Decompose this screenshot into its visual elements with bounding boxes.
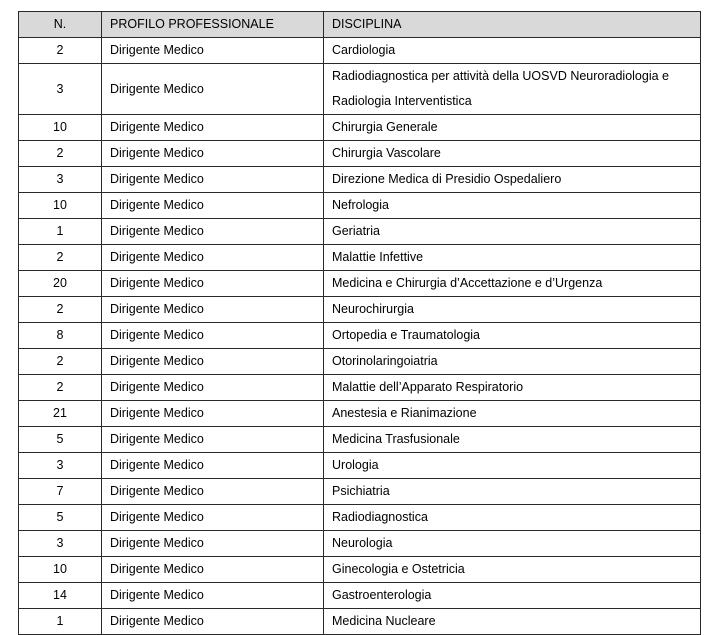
cell-profilo: Dirigente Medico (102, 167, 324, 193)
cell-profilo: Dirigente Medico (102, 219, 324, 245)
cell-profilo: Dirigente Medico (102, 141, 324, 167)
cell-disciplina: Geriatria (324, 219, 701, 245)
table-row (19, 193, 701, 219)
cell-profilo: Dirigente Medico (102, 193, 324, 219)
header-row (19, 12, 701, 38)
cell-profilo: Dirigente Medico (102, 38, 324, 64)
table-row (19, 141, 701, 167)
cell-n: 10 (19, 557, 102, 583)
cell-profilo: Dirigente Medico (102, 583, 324, 609)
cell-disciplina: Malattie dell’Apparato Respiratorio (324, 375, 701, 401)
cell-disciplina: Gastroenterologia (324, 583, 701, 609)
cell-profilo: Dirigente Medico (102, 453, 324, 479)
cell-disciplina: Neurologia (324, 531, 701, 557)
header-disciplina: DISCIPLINA (324, 12, 701, 38)
cell-n: 2 (19, 38, 102, 64)
cell-disciplina: Otorinolaringoiatria (324, 349, 701, 375)
cell-disciplina: Neurochirurgia (324, 297, 701, 323)
table-row (19, 297, 701, 323)
cell-n: 1 (19, 219, 102, 245)
cell-disciplina: Medicina Trasfusionale (324, 427, 701, 453)
cell-disciplina: Ortopedia e Traumatologia (324, 323, 701, 349)
positions-table (18, 11, 701, 635)
cell-disciplina: Urologia (324, 453, 701, 479)
cell-profilo: Dirigente Medico (102, 323, 324, 349)
table-row (19, 271, 701, 297)
cell-disciplina: Nefrologia (324, 193, 701, 219)
cell-disciplina: Chirurgia Generale (324, 115, 701, 141)
cell-n: 10 (19, 193, 102, 219)
table-row (19, 427, 701, 453)
cell-disciplina: Ginecologia e Ostetricia (324, 557, 701, 583)
cell-profilo: Dirigente Medico (102, 479, 324, 505)
header-profilo: PROFILO PROFESSIONALE (102, 12, 324, 38)
cell-disciplina: Anestesia e Rianimazione (324, 401, 701, 427)
table-row (19, 531, 701, 557)
table-row (19, 245, 701, 271)
cell-n: 3 (19, 167, 102, 193)
cell-profilo: Dirigente Medico (102, 609, 324, 635)
table-row (19, 401, 701, 427)
table-body (19, 38, 701, 635)
table-row (19, 167, 701, 193)
table-row (19, 219, 701, 245)
cell-n: 5 (19, 505, 102, 531)
cell-disciplina: Medicina Nucleare (324, 609, 701, 635)
cell-disciplina: Direzione Medica di Presidio Ospedaliero (324, 167, 701, 193)
table-row (19, 609, 701, 635)
cell-n: 2 (19, 141, 102, 167)
table-row (19, 64, 701, 115)
cell-disciplina: Medicina e Chirurgia d’Accettazione e d’Urgenza (324, 271, 701, 297)
cell-disciplina: Radiodiagnostica per attività della UOSVD Neuroradiologia e Radiologia Interventistica (324, 64, 701, 115)
cell-profilo: Dirigente Medico (102, 271, 324, 297)
cell-profilo: Dirigente Medico (102, 375, 324, 401)
cell-profilo: Dirigente Medico (102, 401, 324, 427)
cell-n: 3 (19, 453, 102, 479)
table-row (19, 583, 701, 609)
cell-n: 10 (19, 115, 102, 141)
cell-disciplina: Cardiologia (324, 38, 701, 64)
cell-n: 5 (19, 427, 102, 453)
cell-profilo: Dirigente Medico (102, 557, 324, 583)
cell-n: 21 (19, 401, 102, 427)
header-n: N. (19, 12, 102, 38)
cell-n: 14 (19, 583, 102, 609)
cell-n: 20 (19, 271, 102, 297)
cell-n: 8 (19, 323, 102, 349)
cell-n: 3 (19, 531, 102, 557)
cell-n: 3 (19, 64, 102, 115)
table-row (19, 323, 701, 349)
table-row (19, 453, 701, 479)
cell-profilo: Dirigente Medico (102, 427, 324, 453)
cell-profilo: Dirigente Medico (102, 505, 324, 531)
table-row (19, 505, 701, 531)
cell-profilo: Dirigente Medico (102, 245, 324, 271)
cell-n: 2 (19, 349, 102, 375)
cell-disciplina: Psichiatria (324, 479, 701, 505)
table-row (19, 38, 701, 64)
cell-n: 7 (19, 479, 102, 505)
cell-n: 1 (19, 609, 102, 635)
table-row (19, 479, 701, 505)
table-row (19, 115, 701, 141)
cell-disciplina: Malattie Infettive (324, 245, 701, 271)
table-row (19, 557, 701, 583)
cell-profilo: Dirigente Medico (102, 297, 324, 323)
cell-n: 2 (19, 245, 102, 271)
cell-profilo: Dirigente Medico (102, 531, 324, 557)
cell-profilo: Dirigente Medico (102, 349, 324, 375)
cell-n: 2 (19, 297, 102, 323)
table-row (19, 375, 701, 401)
table-row (19, 349, 701, 375)
table-header (19, 12, 701, 38)
cell-profilo: Dirigente Medico (102, 115, 324, 141)
cell-profilo: Dirigente Medico (102, 64, 324, 115)
cell-n: 2 (19, 375, 102, 401)
cell-disciplina: Radiodiagnostica (324, 505, 701, 531)
cell-disciplina: Chirurgia Vascolare (324, 141, 701, 167)
